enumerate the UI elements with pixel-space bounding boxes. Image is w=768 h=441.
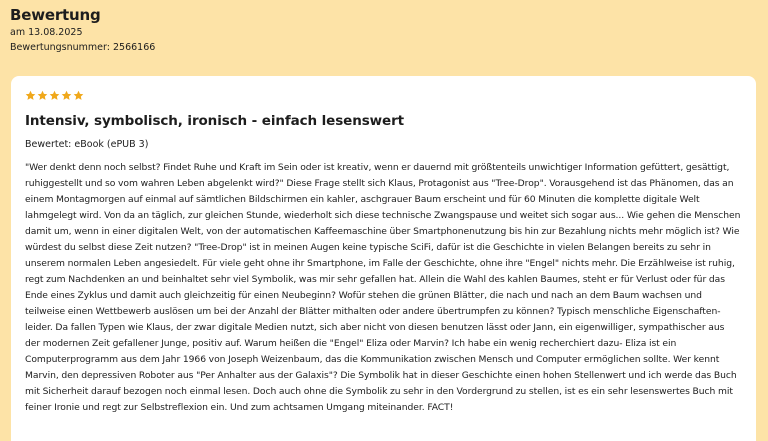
review-number: Bewertungsnummer: 2566166	[10, 42, 156, 53]
star-icon	[25, 90, 36, 101]
star-icon	[37, 90, 48, 101]
review-title: Intensiv, symbolisch, ironisch - einfach lesenswert	[25, 113, 405, 129]
star-icon	[73, 90, 84, 101]
review-header	[10, 5, 155, 55]
page-title: Bewertung	[10, 6, 101, 24]
star-rating	[25, 89, 742, 102]
review-card	[11, 76, 756, 441]
star-icon	[61, 90, 72, 101]
review-format: Bewertet: eBook (ePUB 3)	[25, 139, 149, 150]
star-icon	[49, 90, 60, 101]
review-text: "Wer denkt denn noch selbst? Findet Ruhe und Kraft im Sein oder ist kreativ, wenn er dauernd mit größtenteils unwichtiger Information gefüttert, gesättigt, ruhiggestellt und so vom wahren Leben abgelenkt wird?" Diese Frage stellt sich Klaus, Protagonist aus "Tree-Drop". Vorausgehend ist das Phänomen, das an einem Montagmorgen auf einmal auf sämtlichen Bildschirmen ein kahler, aschgrauer Baum erscheint und für 60 Minuten die komplette digitale Welt lahmgelegt wird. Von da an täglich, zur gleichen Stunde, wiederholt sich diese technische Zwangspause und weitet sich sogar aus... Wie gehen die Menschen damit um, wenn in einer digitalen Welt, von der automatischen Kaffeemaschine über Smartphonenutzung bis hin zur Bezahlung nichts mehr möglich ist? Wie würdest du selbst diese Zeit nutzen? "Tree-Drop" ist in meinen Augen keine typische SciFi, dafür ist die Geschichte in vielen Belangen bereits zu sehr in unserem normalen Leben angesiedelt. Für viele geht ohne ihr Smartphone, im Falle der Geschichte, ohne ihre "Engel" nichts mehr. Die Erzählweise ist ruhig, regt zum Nachdenken an und beinhaltet sehr viel Symbolik, was mir sehr gefallen hat. Allein die Wahl des kahlen Baumes, steht er für Verlust oder für das Ende eines Zyklus und damit auch gleichzeitig für einen Neubeginn? Wofür stehen die grünen Blätter, die nach und nach an dem Baum wachsen und teilweise einen Wettbewerb auslösen um bei der Anzahl der Blätter mithalten oder andere übertrumpfen zu können? Typisch menschliche Eigenschaften- leider. Da fallen Typen wie Klaus, der zwar digitale Medien nutzt, sich aber nicht von diesen benutzen lässt oder Jann, ein eigenwilliger, sympathischer aus der modernen Zeit gefallener Junge, positiv auf. Warum heißen die "Engel" Eliza oder Marvin? Ich habe ein wenig recherchiert dazu- Eliza ist ein Computerprogramm aus dem Jahr 1966 von Joseph Weizenbaum, das die Kommunikation zwischen Mensch und Computer ermöglichen sollte. Wer kennt Marvin, den depressiven Roboter aus "Per Anhalter aus der Galaxis"? Die Symbolik hat in dieser Geschichte einen hohen Stellenwert und ich werde das Buch mit Sicherheit darauf bezogen noch einmal lesen. Doch auch ohne die Symbolik zu sehr in den Vordergrund zu stellen, ist es ein sehr lesenswertes Buch mit feiner Ironie und regt zur Selbstreflexion ein. Und zum achtsamen Umgang miteinander. FACT!	[25, 162, 741, 413]
review-date: am 13.08.2025	[10, 27, 83, 38]
